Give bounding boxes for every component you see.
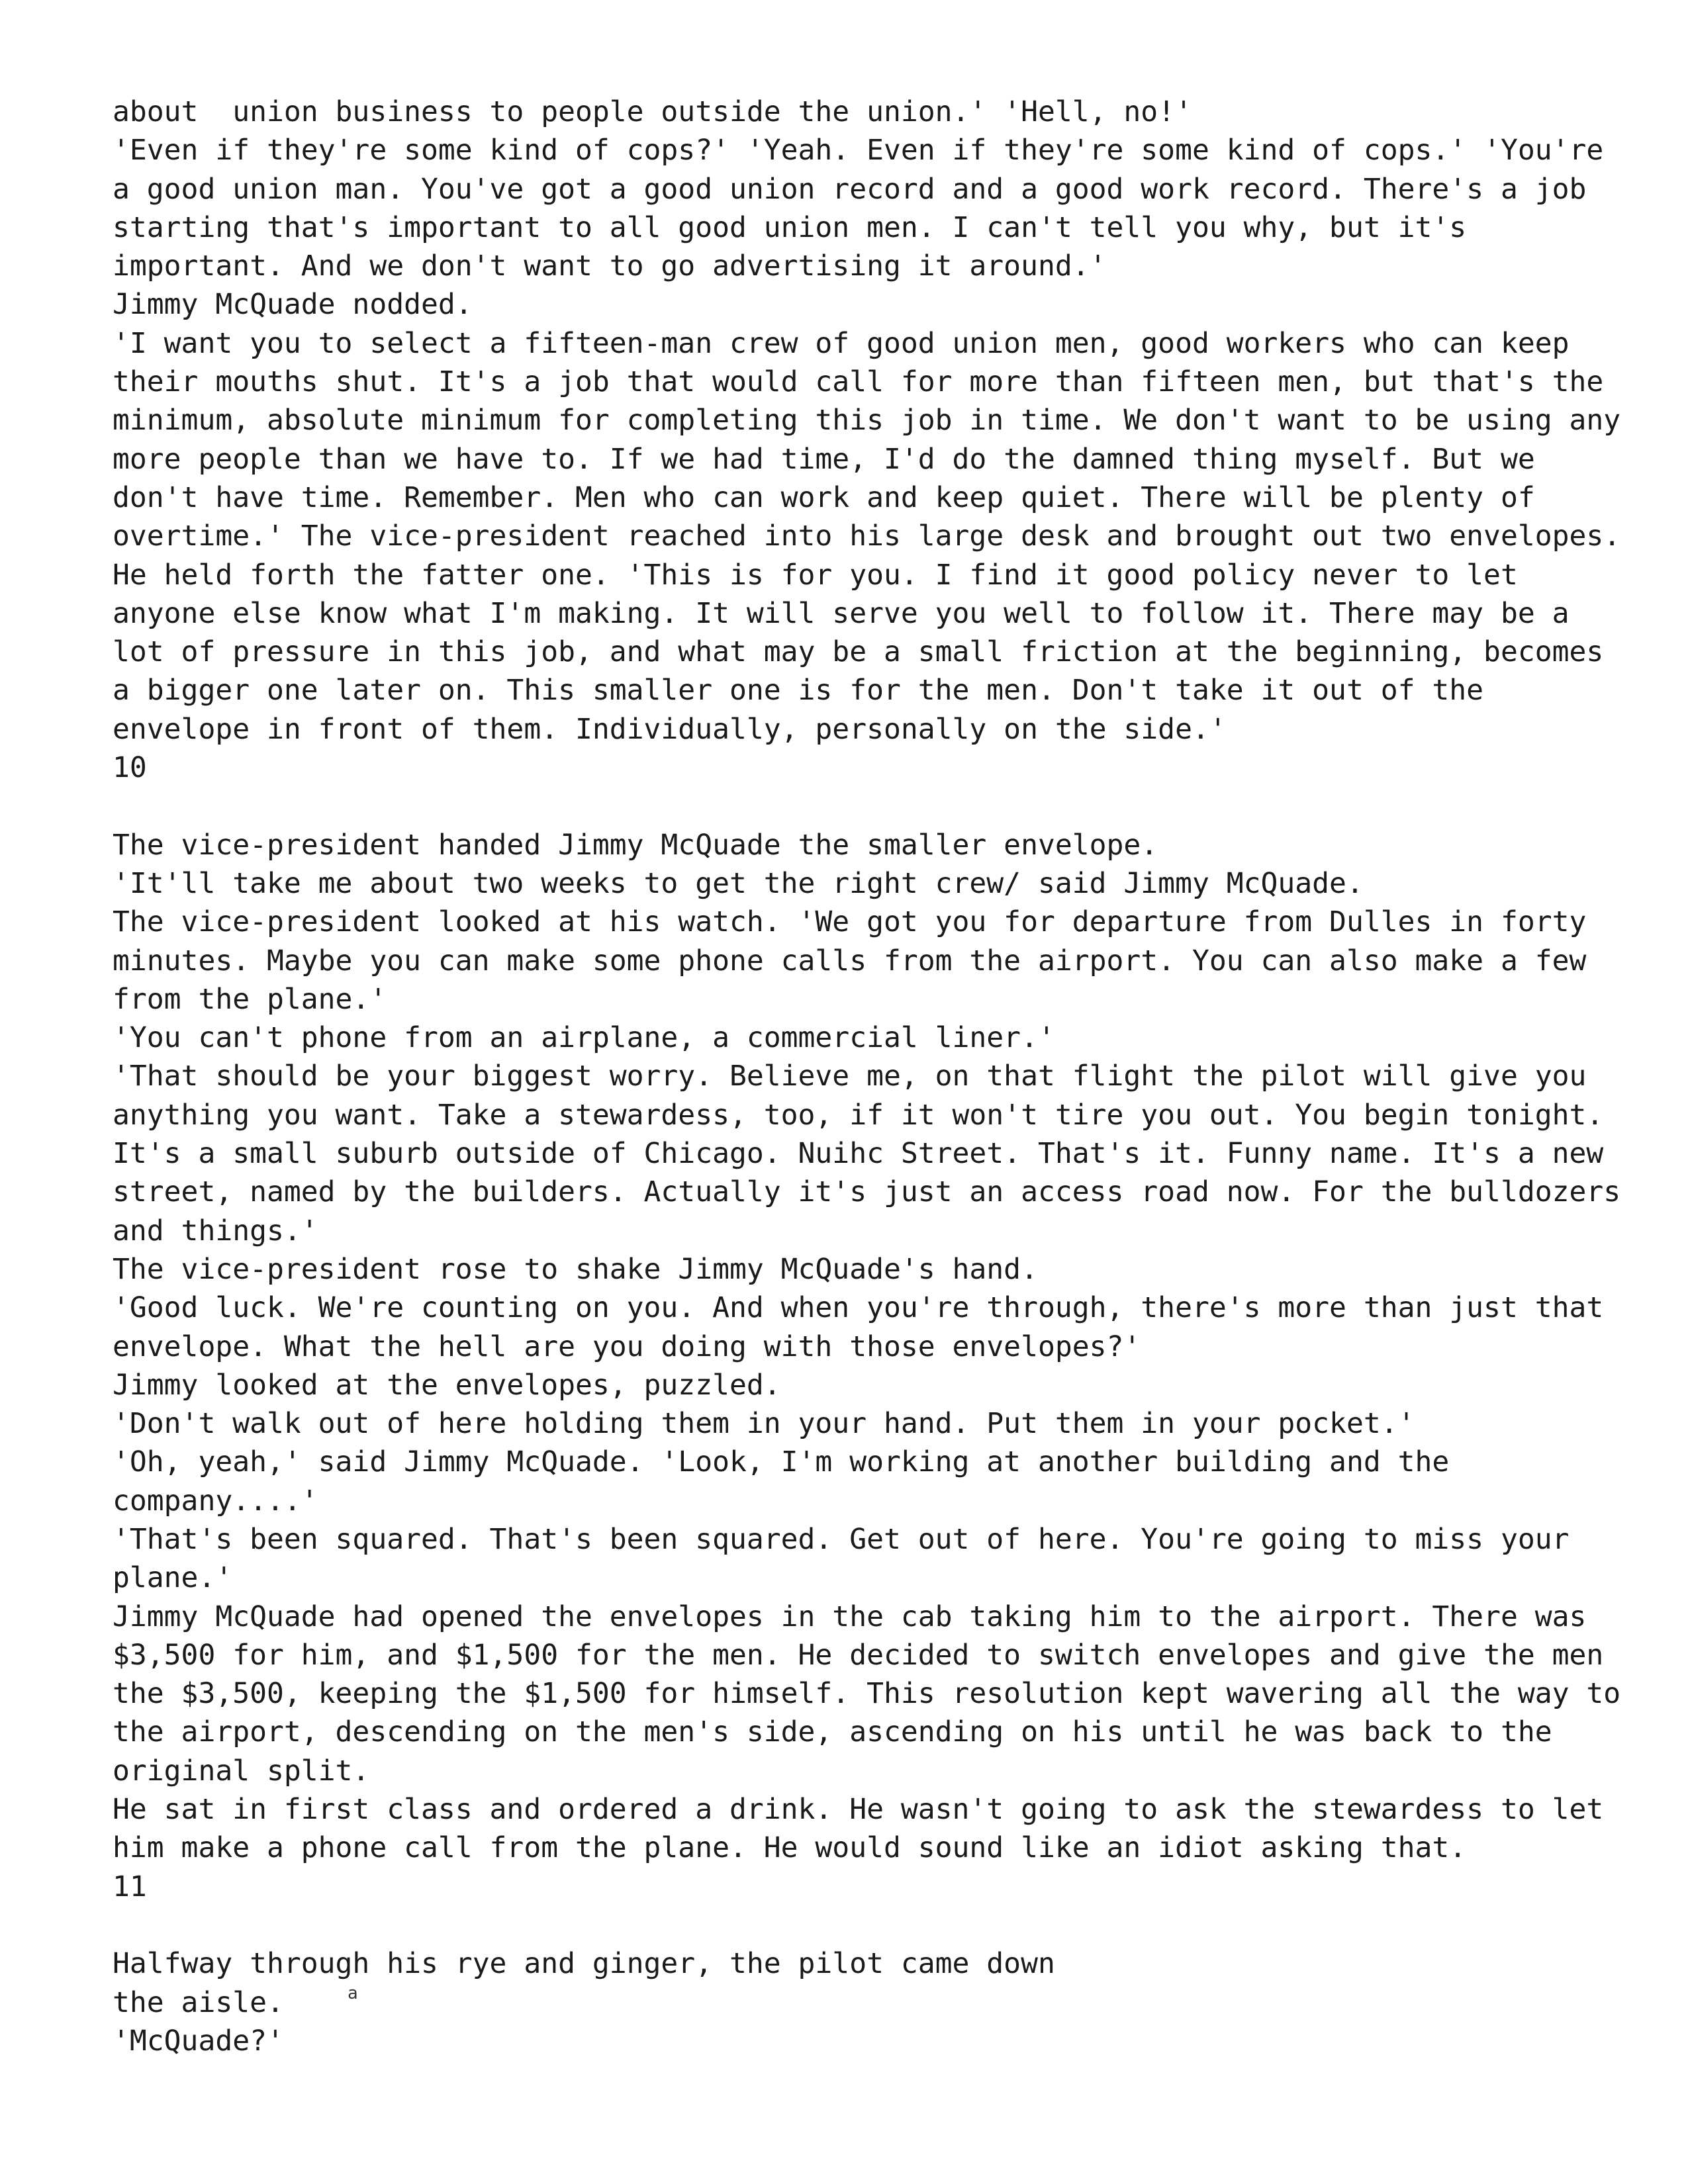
text-line: anyone else know what I'm making. It will serve you well to follow it. There may be a xyxy=(113,596,1570,630)
text-line: their mouths shut. It's a job that would call for more than fifteen men, but that's the xyxy=(113,365,1604,399)
text-line: 'It'll take me about two weeks to get the right crew/ said Jimmy McQuade. xyxy=(113,866,1364,900)
text-line: from the plane.' xyxy=(113,982,387,1016)
text-line: 'That should be your biggest worry. Believe me, on that flight the pilot will give you xyxy=(113,1060,1587,1093)
document-text xyxy=(113,93,1621,2060)
text-line: 'That's been squared. That's been squared. Get out of here. You're going to miss your xyxy=(113,1522,1570,1556)
text-line-with-mark xyxy=(113,1983,1589,2022)
blank-line xyxy=(113,787,1589,825)
text-line: original split. xyxy=(113,1754,370,1788)
text-line: don't have time. Remember. Men who can work and keep quiet. There will be plenty of xyxy=(113,480,1535,514)
page-number: 11 xyxy=(113,1870,147,1903)
text-line: company....' xyxy=(113,1484,318,1518)
text-line: him make a phone call from the plane. He would sound like an idiot asking that. xyxy=(113,1831,1467,1865)
text-line: overtime.' The vice-president reached into his large desk and brought out two envelopes. xyxy=(113,520,1621,553)
text-line: envelope. What the hell are you doing with those envelopes?' xyxy=(113,1330,1141,1363)
text-line: minimum, absolute minimum for completing this job in time. We don't want to be using any xyxy=(113,404,1621,437)
page-number: 10 xyxy=(113,751,147,785)
text-line: Halfway through his rye and ginger, the pilot came down xyxy=(113,1947,1055,1981)
text-line: 'Don't walk out of here holding them in your hand. Put them in your pocket.' xyxy=(113,1407,1415,1441)
text-line: minutes. Maybe you can make some phone calls from the airport. You can also make a few xyxy=(113,944,1587,978)
text-line: important. And we don't want to go advertising it around.' xyxy=(113,250,1107,283)
text-line: Jimmy McQuade nodded. xyxy=(113,288,473,322)
text-line: 'I want you to select a fifteen-man crew of good union men, good workers who can keep xyxy=(113,326,1570,360)
text-line: street, named by the builders. Actually it's just an access road now. For the bulldozers xyxy=(113,1175,1621,1209)
text-line: Jimmy looked at the envelopes, puzzled. xyxy=(113,1368,781,1402)
text-line: the airport, descending on the men's side, ascending on his until he was back to the xyxy=(113,1715,1552,1749)
text-line: The vice-president handed Jimmy McQuade the smaller envelope. xyxy=(113,828,1158,862)
text-line: The vice-president rose to shake Jimmy McQuade's hand. xyxy=(113,1252,1038,1286)
text-line: envelope in front of them. Individually, personally on the side.' xyxy=(113,712,1227,746)
text-line: $3,500 for him, and $1,500 for the men. He decided to switch envelopes and give the men xyxy=(113,1638,1604,1672)
stray-mark: a xyxy=(348,1983,358,2003)
text-line: starting that's important to all good union men. I can't tell you why, but it's xyxy=(113,210,1467,244)
text-line: He held forth the fatter one. 'This is for you. I find it good policy never to let xyxy=(113,558,1518,592)
text-line: the aisle. xyxy=(113,1985,284,2019)
text-line: 'Good luck. We're counting on you. And when you're through, there's more than just that xyxy=(113,1291,1604,1325)
text-line: lot of pressure in this job, and what may be a small friction at the beginning, becomes xyxy=(113,635,1604,669)
text-line: and things.' xyxy=(113,1214,318,1248)
text-line: 'Oh, yeah,' said Jimmy McQuade. 'Look, I'm working at another building and the xyxy=(113,1445,1450,1479)
text-line: more people than we have to. If we had time, I'd do the damned thing myself. But we xyxy=(113,442,1535,476)
text-line: the $3,500, keeping the $1,500 for himself. This resolution kept wavering all the way to xyxy=(113,1677,1621,1711)
text-line: about union business to people outside the union.' 'Hell, no!' xyxy=(113,95,1192,128)
text-line: a bigger one later on. This smaller one is for the men. Don't take it out of the xyxy=(113,674,1484,707)
text-line: It's a small suburb outside of Chicago. Nuihc Street. That's it. Funny name. It's a new xyxy=(113,1137,1604,1171)
text-line: Jimmy McQuade had opened the envelopes in the cab taking him to the airport. There was xyxy=(113,1600,1587,1633)
text-line: plane.' xyxy=(113,1561,233,1595)
text-line: 'Even if they're some kind of cops?' 'Yeah. Even if they're some kind of cops.' 'You're xyxy=(113,134,1604,167)
text-line: 'You can't phone from an airplane, a commercial liner.' xyxy=(113,1021,1055,1055)
text-line: 'McQuade?' xyxy=(113,2024,284,2058)
text-line: He sat in first class and ordered a drink. He wasn't going to ask the stewardess to let xyxy=(113,1793,1604,1827)
blank-line xyxy=(113,1906,1589,1944)
text-line: a good union man. You've got a good union record and a good work record. There's a job xyxy=(113,172,1587,206)
text-line: The vice-president looked at his watch. 'We got you for departure from Dulles in forty xyxy=(113,905,1587,939)
text-line: anything you want. Take a stewardess, too, if it won't tire you out. You begin tonight. xyxy=(113,1098,1604,1132)
